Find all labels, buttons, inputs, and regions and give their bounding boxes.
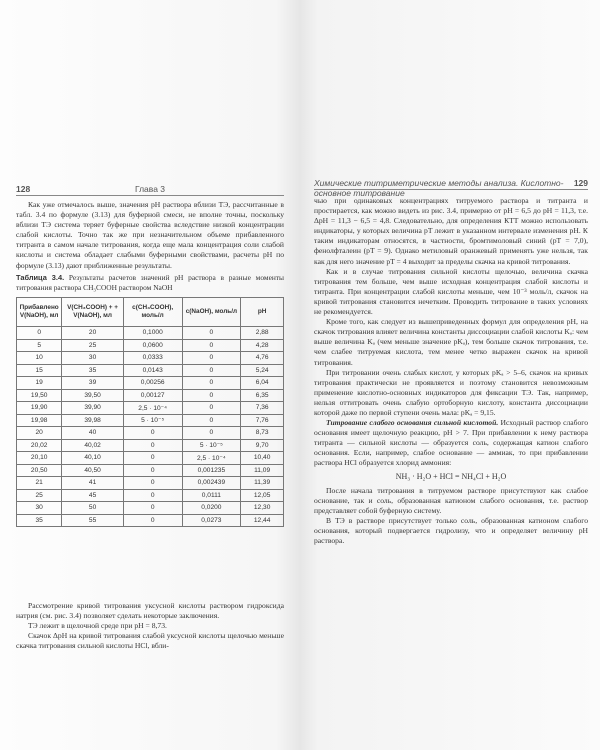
table-cell: 4,76 [241,352,284,365]
table-cell: 0 [182,414,241,427]
table-cell: 55 [62,514,123,527]
table-cell: 30 [62,352,123,365]
column-header: pH [241,298,284,327]
table-cell: 20,50 [17,464,62,477]
table-cell: 0,1000 [123,327,182,340]
paragraph: В ТЭ в растворе присутствует только соль, образованная катионом слабого основания, который подвергается гидролизу, что и определяет величину pH раствора. [314,515,588,546]
table-cell: 9,70 [241,439,284,452]
table-cell: 41 [62,477,123,490]
table-cell: 45 [62,489,123,502]
table-cell: 0 [123,439,182,452]
table-cell: 2,5 · 10⁻⁴ [182,452,241,465]
chapter-title: Глава 3 [134,184,166,194]
table-row [17,477,284,490]
table-cell: 20,10 [17,452,62,465]
table-caption [16,273,284,292]
table-cell: 0 [182,352,241,365]
table-cell: 0 [123,452,182,465]
table-row [17,502,284,515]
table-cell: 40,10 [62,452,123,465]
table-cell: 40,02 [62,439,123,452]
table-cell: 40 [62,427,123,440]
table-caption-text: Результаты расчетов значений pH раствора в разные моменты титрования раствора CH₃COOH раствором NaOH [16,273,285,292]
paragraph: После начала титрования в титруемом растворе присутствуют как слабое основание, так и соль, образованная катионом слабого основания, т.е. раствор представляет собой буферную систему. [314,485,588,515]
table-cell: 12,44 [241,514,284,527]
table-cell: 0 [182,364,241,377]
paragraph: Скачок ΔpH на кривой титрования слабой уксусной кислоты щелочью меньше скачка титрования сильной кислоты HCl, вбли- [16,631,284,651]
table-cell: 20,02 [17,439,62,452]
table-caption-label: Таблица 3.4. [16,273,65,282]
table-cell: 39,98 [62,414,123,427]
table-cell: 39,50 [62,389,123,402]
table-row [17,339,284,352]
table-cell: 0 [17,327,62,340]
reaction-equation: NH₃ · H₂O + HCl = NH₄Cl + H₂O [395,471,507,481]
table-cell: 0 [123,427,182,440]
table-cell: 5,24 [241,364,284,377]
table-cell: 6,04 [241,377,284,390]
table-cell: 10 [17,352,62,365]
table-row [17,389,284,402]
table-cell: 2,88 [241,327,284,340]
body-text [314,196,588,546]
page-number: 128 [16,184,31,194]
table-cell: 0 [182,427,241,440]
page-number: 129 [573,178,588,188]
table-cell: 20 [17,427,62,440]
paragraph: Кроме того, как следует из вышеприведенных формул для определения pH, на скачок титрования влияет величина константы диссоциации слабой кислоты Kₐ: чем выше величина Kₐ (чем меньше значение pKₐ), тем больше скачок титрования, т.е. чем слабее титруемая кислота, тем менее четко выражен скачок на кривой титрования. [314,317,588,367]
table-cell: 39 [62,377,123,390]
paragraph: ТЭ лежит в щелочной среде при pH = 8,73. [28,621,167,631]
table-cell: 11,39 [241,477,284,490]
table-cell: 12,30 [241,502,284,515]
table-row [17,452,284,465]
table-cell: 20 [62,327,123,340]
column-header: Прибавлено V(NaOH), мл [17,298,62,327]
table-cell: 5 · 10⁻⁵ [123,414,182,427]
table-row [17,464,284,477]
table-cell: 39,90 [62,402,123,415]
table-cell: 10,40 [241,452,284,465]
table-cell: 0,002439 [182,477,241,490]
section-lead: Титрование слабого основания сильной кислотой. [326,418,499,428]
table-cell: 0 [123,502,182,515]
table-row [17,327,284,340]
conclusion-text [16,601,284,651]
table-cell: 0 [182,377,241,390]
paragraph: чью при одинаковых концентрациях титруемого раствора и титранта и простирается, как можно видеть из рис. 3.4, примерно от pH = 6,5 до pH = 11,3, т.е. ΔpH = 11,3 − 6,5 = 4,8. Следовательно, для определения КТТ можно использовать индикаторы, у которых величина pT лежит в указанном интервале изменения pH. К таким индикаторам относятся, в частности, бромтимоловый синий (pT = 7,0), фенолфталеин (pT = 9). Однако метиловый оранжевый применять уже нельзя, так как для него значение pT = 4 выходит за пределы скачка на кривой титрования. [314,196,588,266]
table-cell: 0,0111 [182,489,241,502]
table-cell: 19,90 [17,402,62,415]
section-title: Химические титриметрические методы анализа. Кислотно-основное титрование [314,178,564,198]
table-row [17,439,284,452]
table-cell: 0 [182,327,241,340]
table-cell: 0 [182,389,241,402]
table-cell: 0 [123,464,182,477]
table-row [17,514,284,527]
table-cell: 30 [17,502,62,515]
table-cell: 0,0333 [123,352,182,365]
table-row [17,352,284,365]
table-cell: 0 [182,339,241,352]
table-cell: 0,0600 [123,339,182,352]
right-page [300,0,600,750]
table-cell: 7,76 [241,414,284,427]
table-cell: 35 [17,514,62,527]
intro-text [16,200,284,271]
table-header-row [17,298,284,327]
table-row [17,489,284,502]
paragraph: Как уже отмечалось выше, значения pH раствора вблизи ТЭ, рассчитанные в табл. 3.4 по формуле (3.13) для буферной смеси, не вполне точны, поскольку вблизи ТЭ система теряет буферные свойства вследствие низкой концентрации слабой кислоты. Точно так же при незначительном объеме прибавленного титранта в самом начале титрования, когда еще мала концентрация соли слабой кислоты и система обладает слабыми буферными свойствами, расчеты pH по формуле (3.13) дают приближенные результаты. [16,200,284,270]
table-cell: 19,50 [17,389,62,402]
table-cell: 0 [123,489,182,502]
table-cell: 6,35 [241,389,284,402]
left-running-head [16,184,284,196]
table-cell: 40,50 [62,464,123,477]
table-cell: 8,73 [241,427,284,440]
paragraph: Рассмотрение кривой титрования уксусной кислоты раствором гидроксида натрия (см. рис. 3.4) позволяет сделать некоторые заключения. [16,601,284,621]
column-header: c(CH₃COOH), моль/л [123,298,182,327]
column-header: V(CH₃COOH) + + V(NaOH), мл [62,298,123,327]
table-cell: 2,5 · 10⁻⁴ [123,402,182,415]
table-cell: 0,00256 [123,377,182,390]
column-header: c(NaOH), моль/л [182,298,241,327]
table-row [17,402,284,415]
table-cell: 15 [17,364,62,377]
table-cell: 0 [123,514,182,527]
table-cell: 19 [17,377,62,390]
table-cell: 5 · 10⁻⁵ [182,439,241,452]
table-cell: 12,05 [241,489,284,502]
paragraph: Как и в случае титрования сильной кислоты щелочью, величина скачка титрования тем больше, чем выше исходная концентрация слабой кислоты и титранта. При концентрации слабой кислоты меньше, чем 10⁻³ моль/л, скачок на кривой титрования становится нечетким. Проводить титрование в таких условиях не рекомендуется. [314,266,588,317]
paragraph [314,418,588,468]
table-row [17,414,284,427]
table-cell: 0,00127 [123,389,182,402]
table-cell: 5 [17,339,62,352]
table-row [17,427,284,440]
table-cell: 0,0200 [182,502,241,515]
right-running-head [314,178,588,198]
table-cell: 19,98 [17,414,62,427]
table-cell: 35 [62,364,123,377]
table-cell: 25 [17,489,62,502]
table-cell: 50 [62,502,123,515]
table-body [17,327,284,527]
titration-table [16,297,284,527]
table-cell: 25 [62,339,123,352]
table-cell: 0,0273 [182,514,241,527]
paragraph: При титровании очень слабых кислот, у которых pKₐ > 5–6, скачок на кривых титрования практически не проявляется и поэтому становится невозможным применение кислотно-основных индикаторов для фиксации ТЭ. Так, например, нельзя оттитровать очень слабую ортоборную кислоту, константа диссоциации которой даже по первой ступени очень мала: pKₐ = 9,15. [314,367,588,417]
section-lead-text: Исходный раствор слабого основания имеет щелочную реакцию, pH > 7. При прибавлении к нему раствора титранта — сильной кислоты — образуется соль, содержащая катион слабого основания. Если, например, слабое основание — аммиак, то при прибавлении раствора HCl образуется хлорид аммония: [314,418,588,468]
table-cell: 7,36 [241,402,284,415]
table-cell: 0 [182,402,241,415]
table-cell: 11,09 [241,464,284,477]
table-row [17,377,284,390]
table-cell: 0,0143 [123,364,182,377]
table-cell: 4,28 [241,339,284,352]
table-row [17,364,284,377]
table-cell: 21 [17,477,62,490]
table-cell: 0,001235 [182,464,241,477]
table-cell: 0 [123,477,182,490]
